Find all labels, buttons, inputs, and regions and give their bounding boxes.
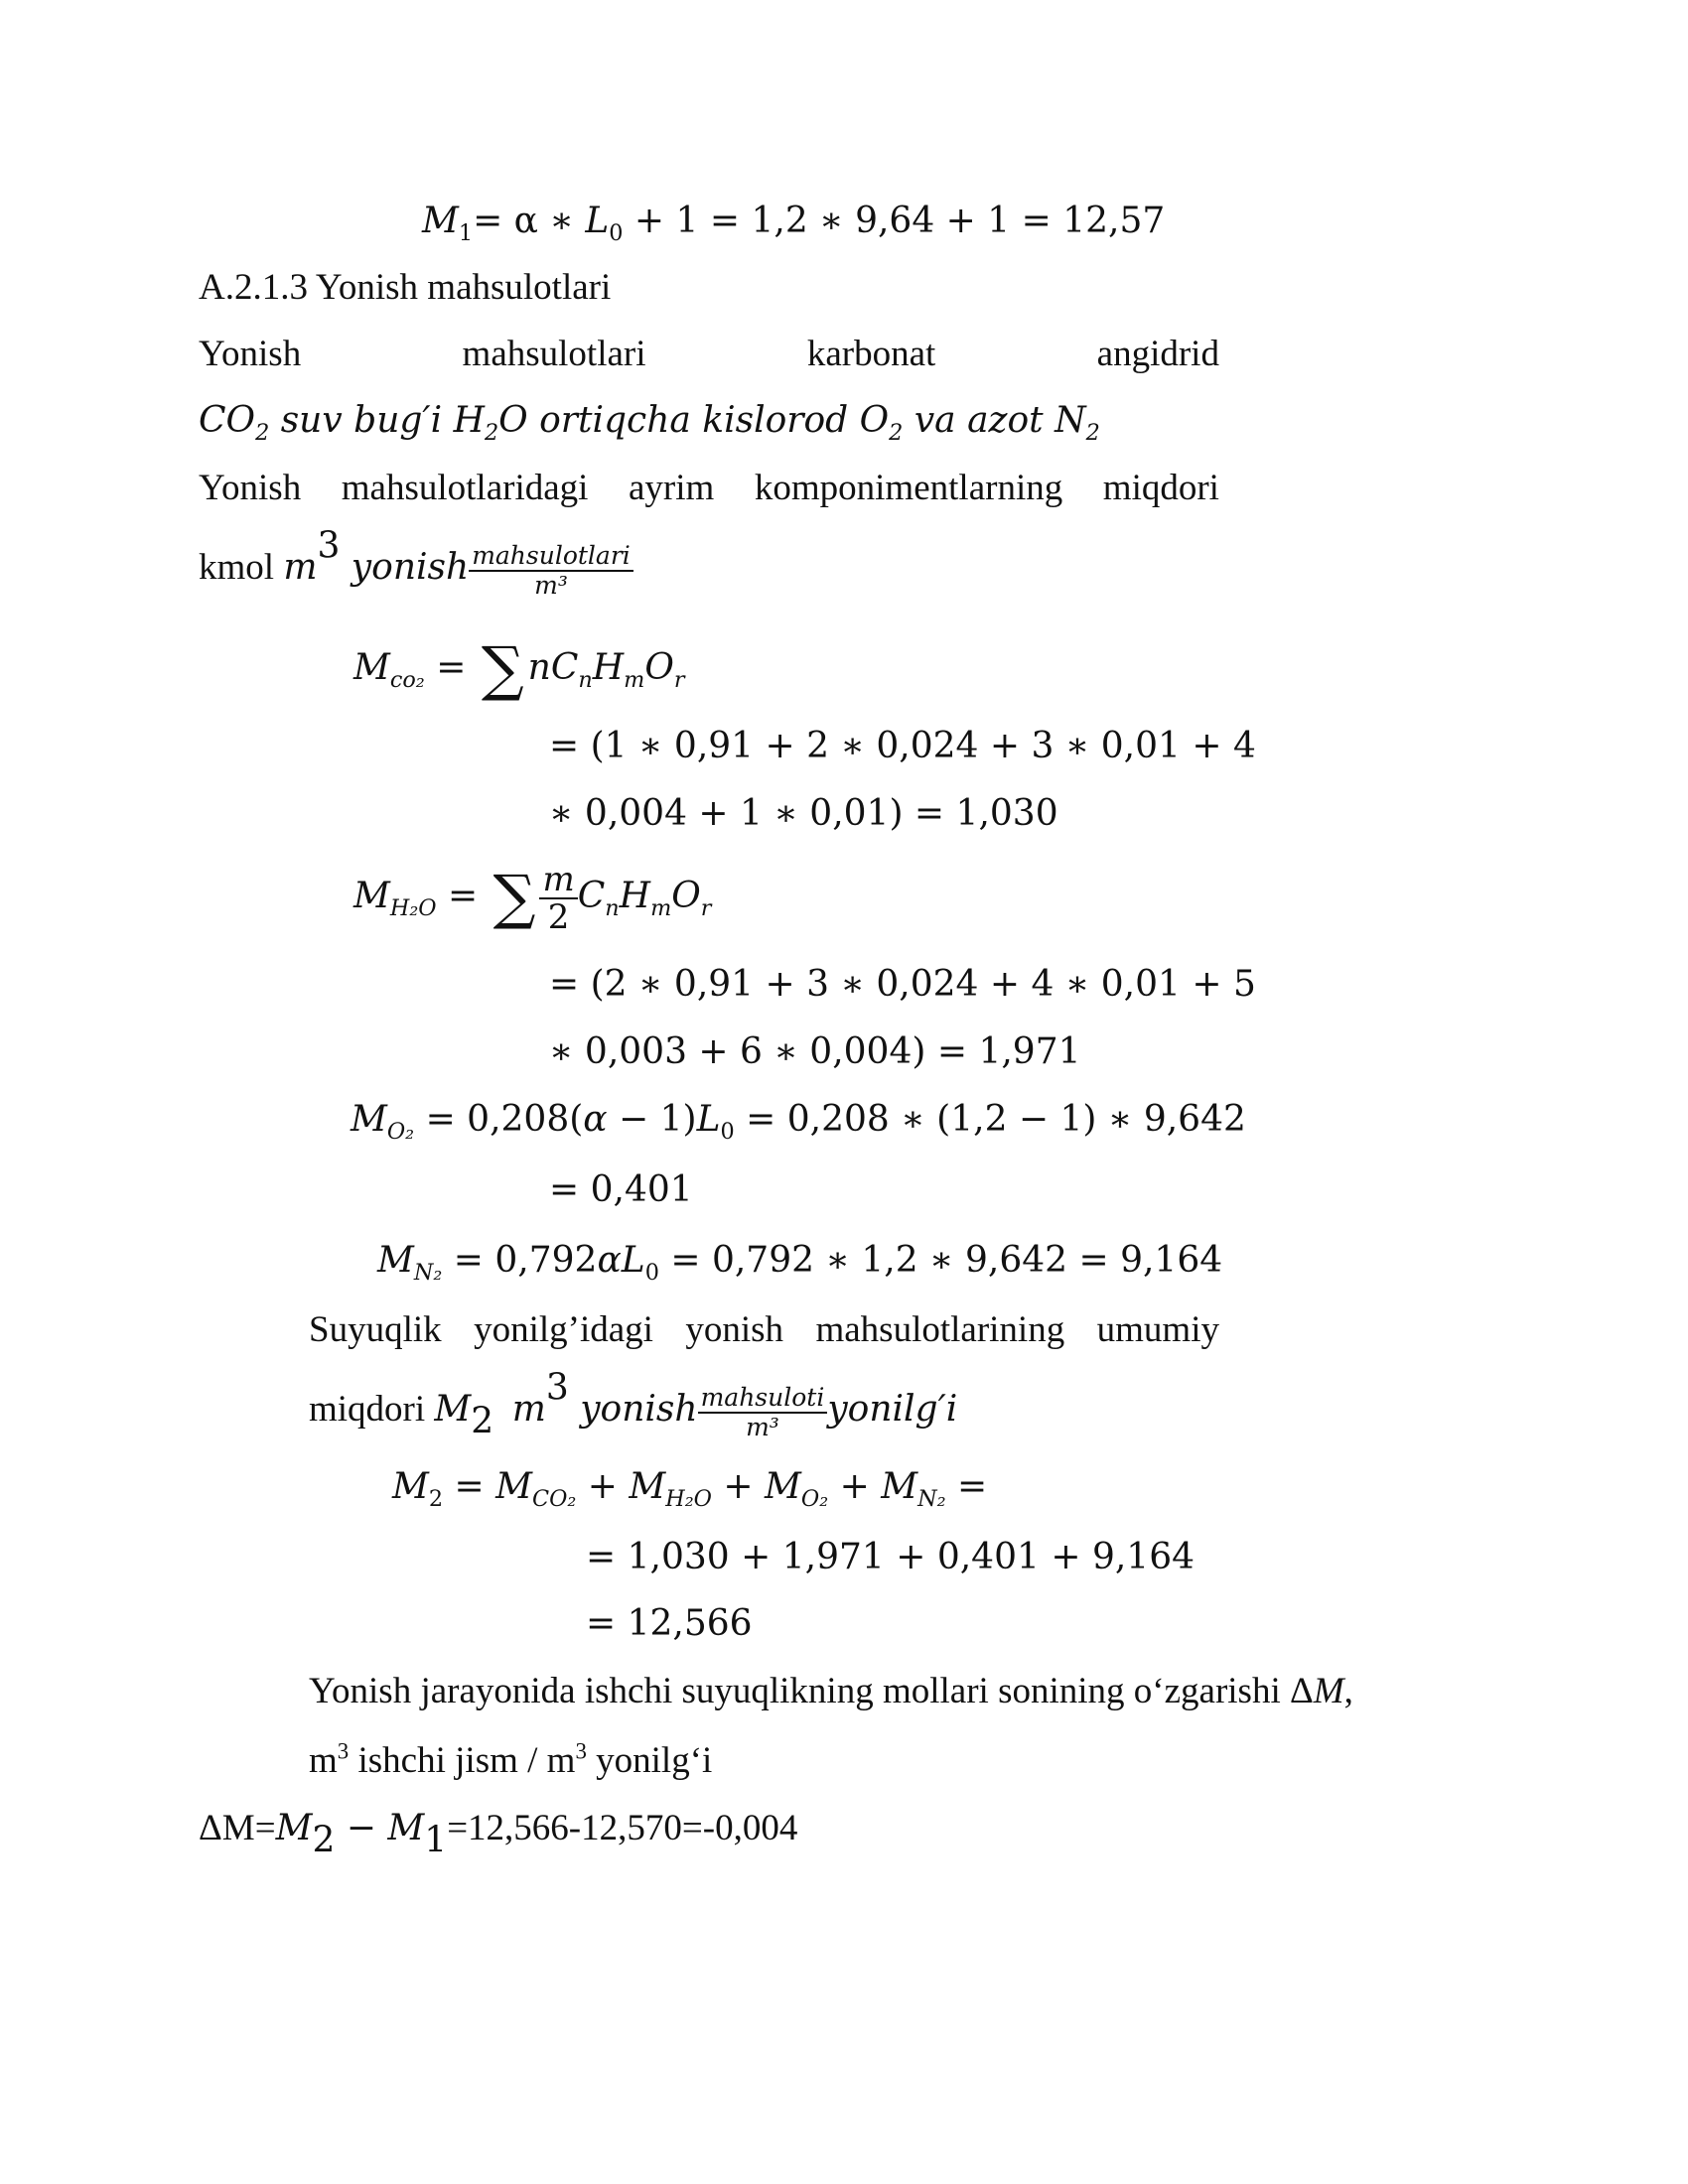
paragraph-3-line-2: miqdori $M_2$ $m^3$ yonish $\frac{\text{mahsuloti}}{\text{m³}}$ yonilg′i xyxy=(309,1367,958,1442)
section-heading: A.2.1.3 Yonish mahsulotlari xyxy=(199,267,612,308)
equation-co2-line-2: = (1 ∗ 0,91 + 2 ∗ 0,024 + 3 ∗ 0,01 + 4 xyxy=(549,726,1256,766)
equation-h2o-line-3: ∗ 0,003 + 6 ∗ 0,004) = 1,971 xyxy=(549,1031,1081,1072)
paragraph-4-line-1: Yonish jarayonida ishchi suyuqlikning mollari sonining o‘zgarishi ΔM, xyxy=(309,1671,1353,1711)
sigma-symbol: ∑ xyxy=(481,634,524,704)
unit-fraction: $\frac{\text{mahsuloti}}{\text{m³}}$ xyxy=(698,1384,828,1441)
paragraph-1-line-2: $CO_2$ suv bug′i $H_2O$ ortiqcha kislorod $O_2$ va azot $N_2$ xyxy=(199,400,1100,446)
unit-fraction: $\frac{\text{mahsulotlari}}{\text{m³}}$ xyxy=(469,542,633,600)
paragraph-1-line-1: Yonish mahsulotlari karbonat angidrid xyxy=(199,334,1219,374)
equation-m2: $M_2 = M_{CO_2} + M_{H_2O} + M_{O_2} + M_{N_2}$ = xyxy=(392,1466,988,1512)
equation-m1: $M_1= \alpha$ ∗ $L_0 + 1 = 1,2$ ∗ 9,64 + 1 = 12,57 xyxy=(422,201,1166,246)
equation-n2: $M_{N_2} = 0,792\alpha L_0 = 0,792$ ∗ 1,2 ∗ 9,642 = 9,164 xyxy=(377,1240,1223,1286)
paragraph-2-line-1: Yonish mahsulotlaridagi ayrim komponimentlarning miqdori xyxy=(199,468,1219,508)
equation-m2-line-2: = 1,030 + 1,971 + 0,401 + 9,164 xyxy=(586,1537,1196,1577)
equation-o2: $M_{O_2} = 0,208(\alpha - 1)L_0 = 0,208$ ∗ (1,2 − 1) ∗ 9,642 xyxy=(351,1099,1246,1145)
equation-o2-line-2: = 0,401 xyxy=(549,1169,693,1210)
paragraph-2-line-2: kmol $m^3$ yonish $\frac{\text{mahsulotlari}}{\text{m³}}$ xyxy=(199,528,633,608)
equation-h2o: $M_{H_2O}$ = ∑ $\frac{m}{2}$ $C_nH_mO_r$ xyxy=(353,860,712,937)
sigma-symbol: ∑ xyxy=(492,863,536,932)
equation-h2o-line-2: = (2 ∗ 0,91 + 3 ∗ 0,024 + 4 ∗ 0,01 + 5 xyxy=(549,964,1256,1005)
m-over-2-fraction: $\frac{m}{2}$ xyxy=(539,862,577,935)
paragraph-4-line-2: $m^3$ ishchi jism / $m^3$ yonilg‘i xyxy=(309,1738,713,1781)
equation-m2-line-3: = 12,566 xyxy=(586,1603,753,1644)
equation-co2-line-3: ∗ 0,004 + 1 ∗ 0,01) = 1,030 xyxy=(549,793,1058,834)
equation-co2: $M_{co_2}$ = ∑ $nC_nH_mO_r$ xyxy=(353,634,685,704)
final-result: $\Delta M=M_2 - M_1=12,566-12,570=-0,004$ xyxy=(199,1808,798,1861)
paragraph-3-line-1: Suyuqlik yonilg’idagi yonish mahsulotlarining umumiy xyxy=(309,1309,1219,1350)
